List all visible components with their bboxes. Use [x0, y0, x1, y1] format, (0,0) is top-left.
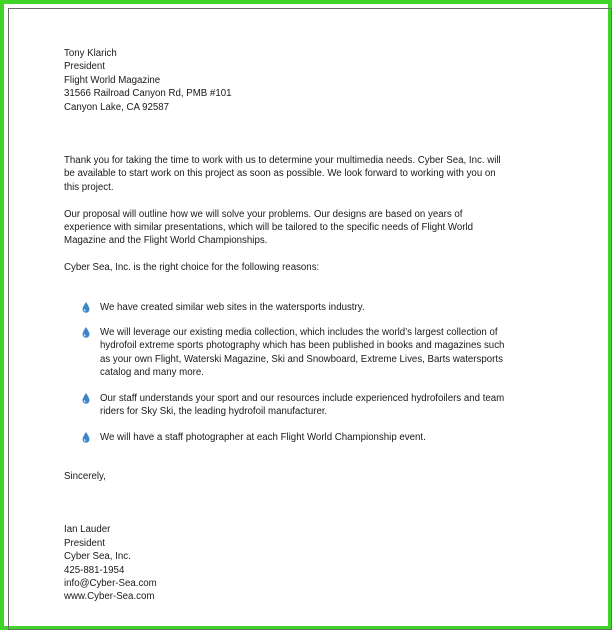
body-paragraph-1: [64, 154, 544, 194]
list-item: [64, 392, 544, 419]
list-item: [64, 431, 544, 444]
paragraph-line: be available to start work on this project as soon as possible. We look forward to working with you on: [64, 168, 496, 180]
list-item-line: catalog and many more.: [100, 367, 204, 379]
recipient-company: Flight World Magazine: [64, 74, 161, 86]
list-item-line: as your own Flight, Waterski Magazine, Ski and Snowboard, Extreme Lives, Barts watersports: [100, 353, 503, 365]
water-drop-icon: [82, 393, 90, 404]
paragraph-line: Thank you for taking the time to work with us to determine your multimedia needs. Cyber Sea, Inc. will: [64, 155, 501, 167]
sender-company: Cyber Sea, Inc.: [64, 551, 131, 563]
recipient-address: [64, 47, 544, 114]
sender-phone: 425-881-1954: [64, 564, 125, 576]
recipient-title: President: [64, 61, 105, 73]
list-item-line: hydrofoil extreme sports photography which has been published in books and magazines such: [100, 340, 505, 352]
body-paragraph-3: [64, 261, 544, 274]
list-item-line: We will have a staff photographer at each Flight World Championship event.: [100, 431, 426, 443]
water-drop-icon: [82, 327, 90, 338]
paragraph-line: Cyber Sea, Inc. is the right choice for the following reasons:: [64, 262, 320, 274]
body-paragraph-2: [64, 208, 544, 248]
paragraph-line: experience with similar presentations, which will be tailored to the specific needs of Flight World: [64, 222, 474, 234]
sender-website: www.Cyber-Sea.com: [64, 591, 155, 603]
list-item: [64, 326, 544, 380]
water-drop-icon: [82, 432, 90, 443]
paragraph-line: this project.: [64, 181, 114, 193]
list-item-line: riders for Sky Ski, the leading hydrofoil manufacturer.: [100, 406, 328, 418]
paragraph-line: Our proposal will outline how we will solve your problems. Our designs are based on years of: [64, 208, 463, 220]
recipient-city-state-zip: Canyon Lake, CA 92587: [64, 101, 170, 113]
list-item-line: Our staff understands your sport and our resources include experienced hydrofoilers and team: [100, 392, 505, 404]
sender-signature-block: [64, 523, 544, 603]
list-item-line: We have created similar web sites in the watersports industry.: [100, 301, 365, 313]
letter-page: [64, 47, 544, 604]
salutation: Sincerely,: [64, 470, 106, 482]
list-item: [64, 301, 544, 314]
recipient-street: 31566 Railroad Canyon Rd, PMB #101: [64, 88, 232, 100]
reasons-list: [64, 301, 544, 444]
paragraph-line: Magazine and the Flight World Championships.: [64, 235, 268, 247]
sender-title: President: [64, 537, 105, 549]
recipient-name: Tony Klarich: [64, 48, 117, 59]
closing: [64, 470, 544, 483]
water-drop-icon: [82, 302, 90, 313]
list-item-line: We will leverage our existing media collection, which includes the world’s largest collection of: [100, 327, 498, 339]
sender-name: Ian Lauder: [64, 524, 111, 536]
sender-email: info@Cyber-Sea.com: [64, 577, 157, 589]
